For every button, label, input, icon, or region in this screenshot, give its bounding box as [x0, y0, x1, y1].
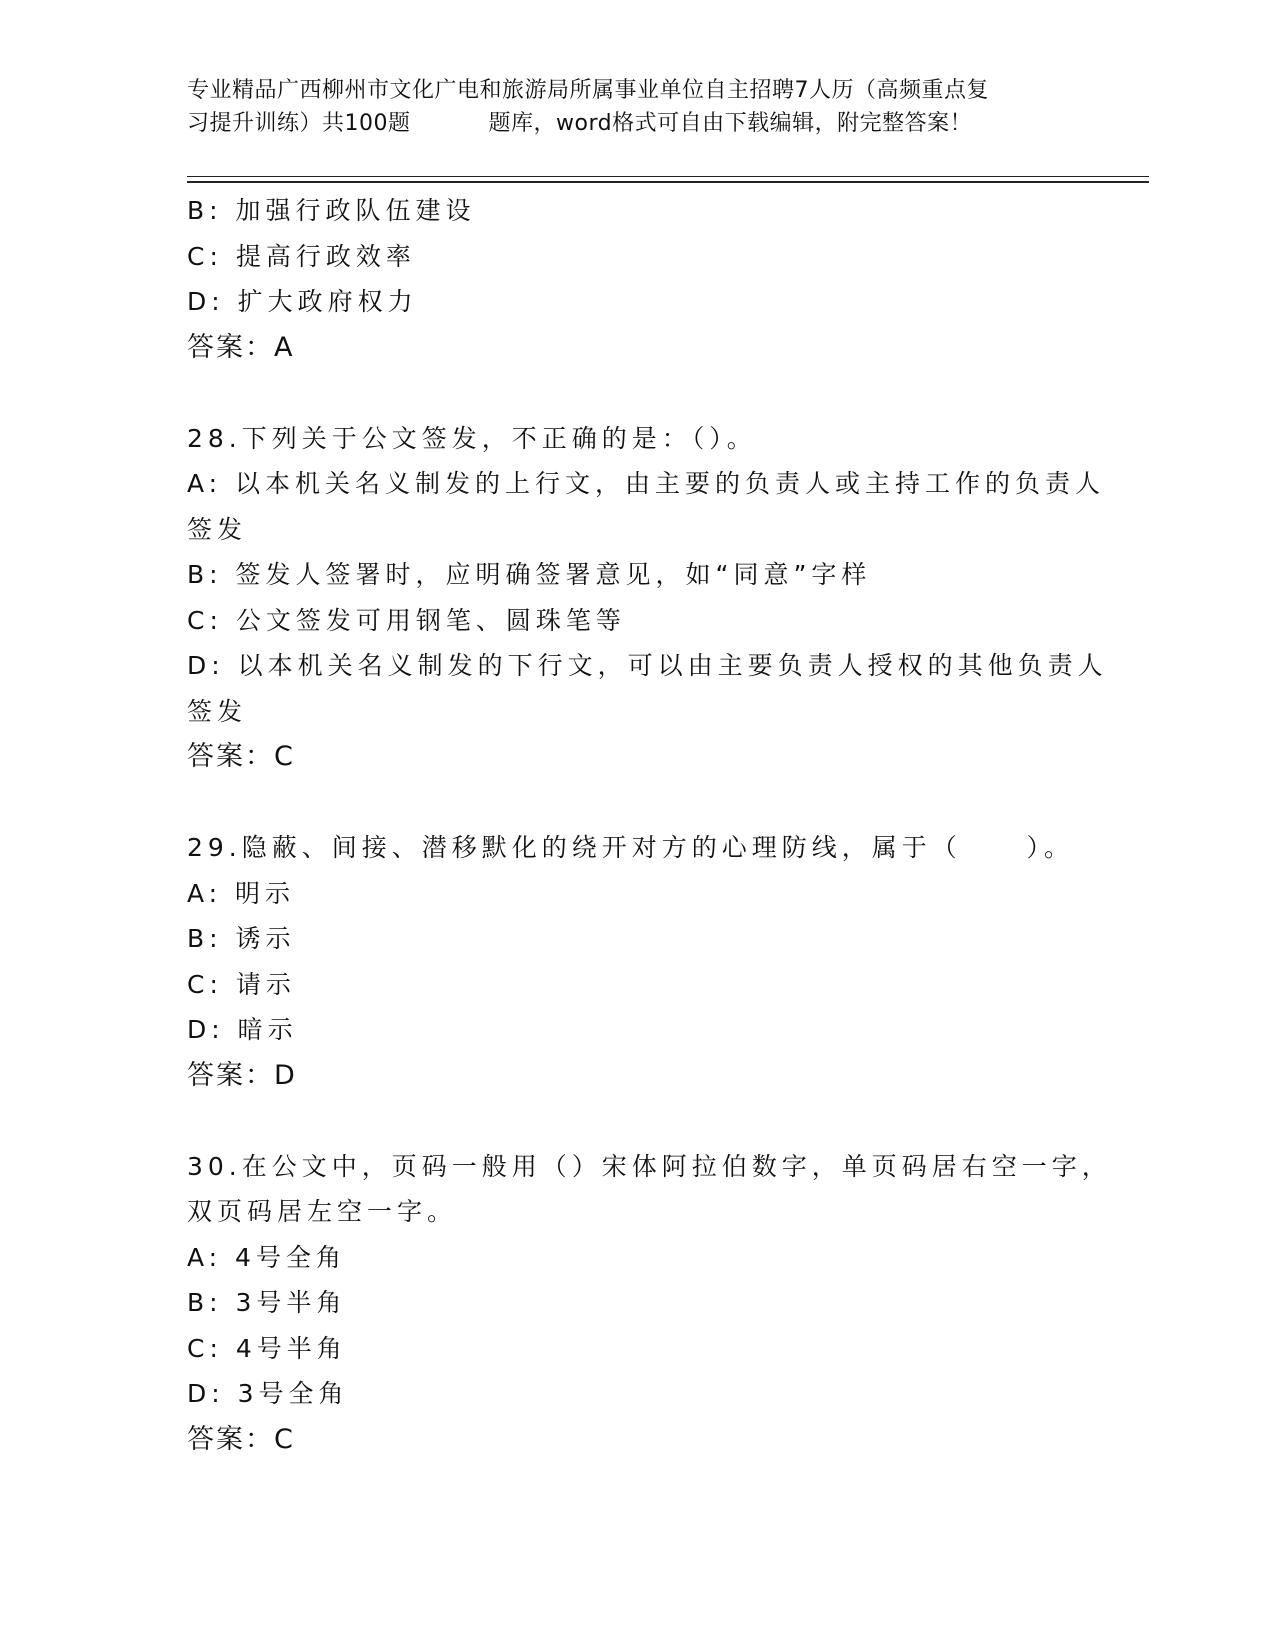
option-d: D: 以本机关名义制发的下行文，可以由主要负责人授权的其他负责人: [187, 651, 1108, 680]
option-c: C: 提高行政效率: [187, 241, 416, 271]
question-28: [187, 416, 1108, 780]
answer: 答案：A: [187, 331, 295, 363]
question-30: [187, 1144, 1112, 1463]
question-stem: 28.下列关于公文签发，不正确的是：（）。: [187, 423, 757, 453]
option-c: C: 请示: [187, 969, 296, 999]
option-d: D: 暗示: [187, 1015, 298, 1044]
option-b: B: 诱示: [187, 924, 296, 953]
option-a: A: 4号全角: [187, 1242, 346, 1272]
option-c: C: 4号半角: [187, 1333, 347, 1363]
header-title-line-2: [187, 107, 1087, 140]
option-a: A: 明示: [187, 878, 296, 908]
answer: 答案：C: [187, 741, 295, 772]
option-c: C: 公文签发可用钢笔、圆珠笔等: [187, 605, 626, 635]
question-stem: 30.在公文中，页码一般用（）宋体阿拉伯数字，单页码居右空一字，: [187, 1151, 1112, 1181]
answer: 答案：D: [187, 1059, 297, 1091]
option-a-continued: 签发: [187, 514, 248, 544]
page-header: [187, 74, 1087, 140]
option-b: B: 签发人签署时，应明确签署意见，如“同意”字样: [187, 560, 872, 589]
header-divider-thin: [187, 176, 1149, 177]
question-list: [187, 188, 1112, 1462]
option-b: B: 3号半角: [187, 1288, 347, 1317]
question-29: [187, 825, 1087, 1098]
header-divider-thick: [187, 181, 1149, 183]
question-stem: 29.隐蔽、间接、潜移默化的绕开对方的心理防线，属于（ ）。: [187, 833, 1074, 862]
header-title-line-2-right: 题库，word格式可自由下载编辑，附完整答案！: [488, 111, 973, 136]
option-d: D: 3号全角: [187, 1379, 349, 1408]
option-d: D: 扩大政府权力: [187, 287, 418, 316]
option-d-continued: 签发: [187, 696, 248, 726]
option-b: B: 加强行政队伍建设: [187, 196, 476, 225]
option-a: A: 以本机关名义制发的上行文，由主要的负责人或主持工作的负责人: [187, 469, 1106, 498]
header-title-line-2-left: 习提升训练）共100题: [187, 111, 411, 136]
header-title-line-1: 专业精品广西柳州市文化广电和旅游局所属事业单位自主招聘7人历（高频重点复: [187, 78, 989, 103]
question-27: [187, 188, 1087, 370]
answer: 答案：C: [187, 1423, 295, 1455]
question-stem-continued: 双页码居左空一字。: [187, 1197, 458, 1226]
